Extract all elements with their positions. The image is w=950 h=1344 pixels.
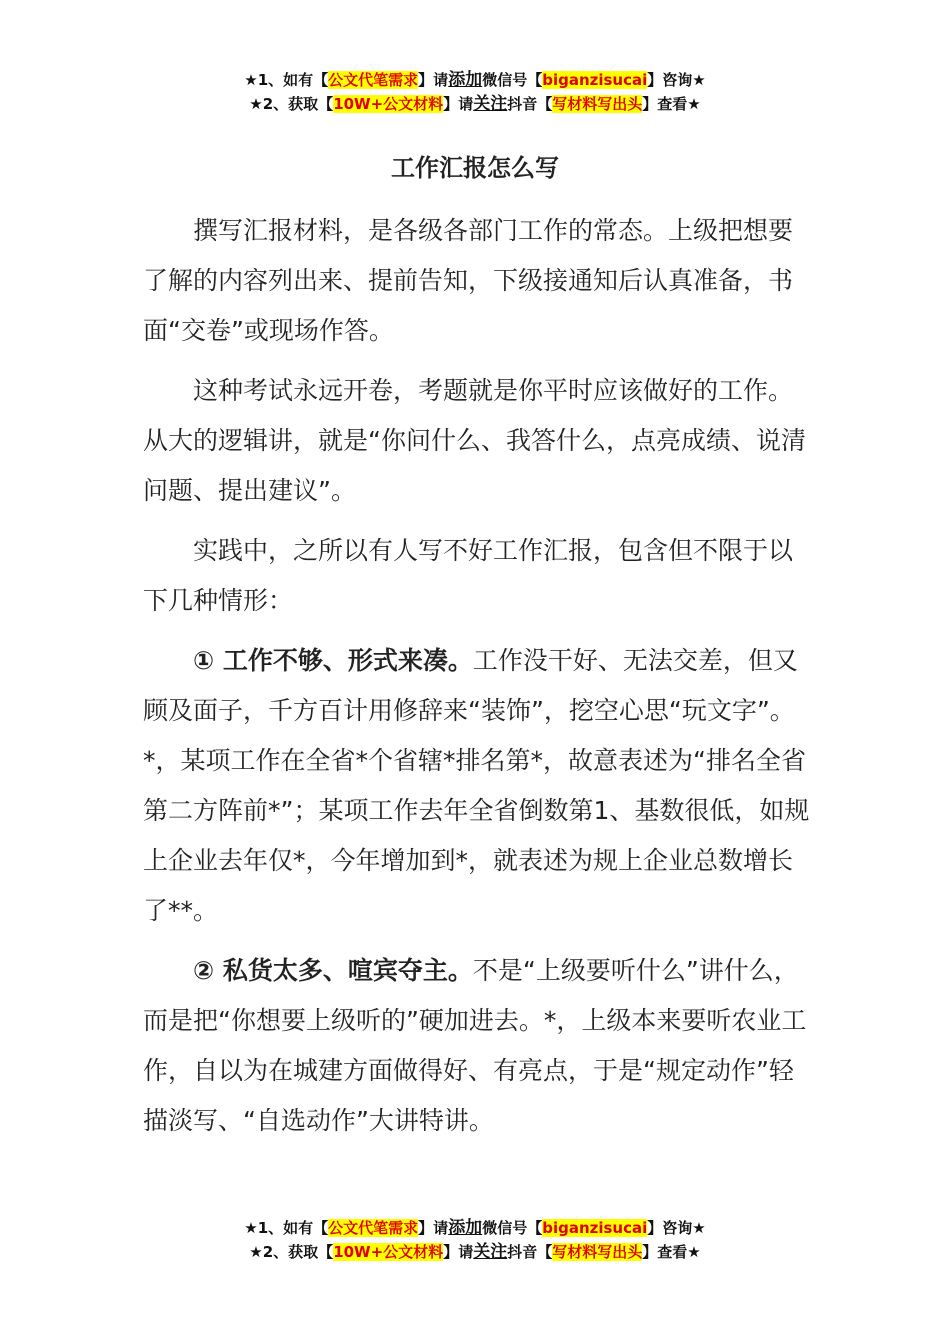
promo-emphasis-follow: 关注 <box>473 1242 508 1262</box>
document-body <box>143 206 811 1156</box>
promo-text: 】请 <box>418 1219 449 1237</box>
promo-line-1 <box>0 68 950 92</box>
promo-text: ★2、获取【 <box>249 95 334 113</box>
point-paragraph <box>143 946 811 1146</box>
promo-highlight-materials: 10W+公文材料 <box>333 1243 444 1261</box>
promo-line-2 <box>0 92 950 116</box>
point-paragraph <box>143 636 811 936</box>
promo-emphasis-follow: 关注 <box>473 94 508 114</box>
promo-highlight-materials: 10W+公文材料 <box>333 95 444 113</box>
promo-line-1 <box>0 1216 950 1240</box>
promo-highlight-ghostwriting: 公文代笔需求 <box>328 1219 419 1237</box>
promo-text: 抖音【 <box>507 1243 553 1261</box>
promo-footer-bottom <box>0 1216 950 1264</box>
promo-text: 】请 <box>418 71 449 89</box>
paragraph: 撰写汇报材料，是各级各部门工作的常态。上级把想要了解的内容列出来、提前告知，下级接通知后认真准备，书面“交卷”或现场作答。 <box>143 216 794 345</box>
point-text: 工作没干好、无法交差，但又顾及面子，千方百计用修辞来“装饰”，挖空心思“玩文字”。*，某项工作在全省*个省辖*排名第*，故意表述为“排名全省第二方阵前*”；某项工作去年全省倒数第1、基数很低，如规上企业去年仅*，今年增加到*，就表述为规上企业总数增长了**。 <box>143 646 810 925</box>
promo-line-2 <box>0 1240 950 1264</box>
promo-highlight-wechat-id: biganzisucai <box>542 1219 648 1237</box>
paragraph: 实践中，之所以有人写不好工作汇报，包含但不限于以下几种情形： <box>143 536 794 615</box>
promo-text: 微信号【 <box>482 71 543 89</box>
point-text: 不是“上级要听什么”讲什么，而是把“你想要上级听的”硬加进去。*，上级本来要听农业工作，自以为在城建方面做得好、有亮点，于是“规定动作”轻描淡写、“自选动作”大讲特讲。 <box>143 956 807 1135</box>
promo-highlight-ghostwriting: 公文代笔需求 <box>328 71 419 89</box>
promo-text: ★1、如有【 <box>244 1219 329 1237</box>
paragraph: 这种考试永远开卷，考题就是你平时应该做好的工作。从大的逻辑讲，就是“你问什么、我答什么，点亮成绩、说清问题、提出建议”。 <box>143 376 806 505</box>
promo-highlight-douyin: 写材料写出头 <box>552 95 643 113</box>
promo-text: 】查看★ <box>642 1243 701 1261</box>
promo-emphasis-add: 添加 <box>448 70 483 90</box>
promo-text: ★1、如有【 <box>244 71 329 89</box>
point-heading: ② 私货太多、喧宾夺主。 <box>193 956 473 985</box>
promo-header-top <box>0 68 950 116</box>
promo-text: 】查看★ <box>642 95 701 113</box>
point-heading: ① 工作不够、形式来凑。 <box>193 646 473 675</box>
promo-text: 】咨询★ <box>647 1219 706 1237</box>
promo-highlight-wechat-id: biganzisucai <box>542 71 648 89</box>
promo-text: 】咨询★ <box>647 71 706 89</box>
document-title: 工作汇报怎么写 <box>391 154 559 182</box>
promo-emphasis-add: 添加 <box>448 1218 483 1238</box>
promo-text: 】请 <box>443 1243 474 1261</box>
promo-highlight-douyin: 写材料写出头 <box>552 1243 643 1261</box>
promo-text: 抖音【 <box>507 95 553 113</box>
promo-text: ★2、获取【 <box>249 1243 334 1261</box>
promo-text: 微信号【 <box>482 1219 543 1237</box>
promo-text: 】请 <box>443 95 474 113</box>
